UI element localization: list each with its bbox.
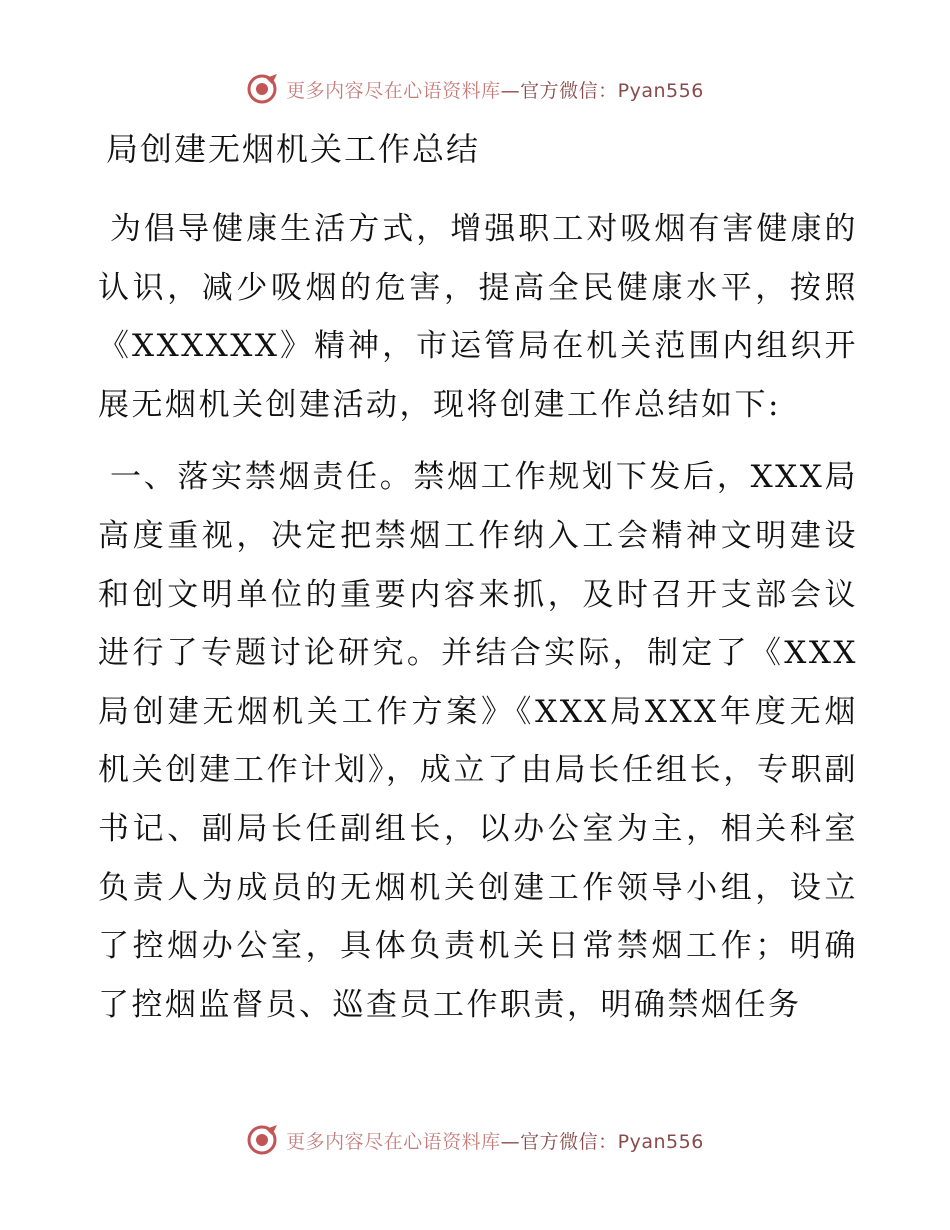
header-watermark [0, 72, 950, 106]
ribbon-seal-icon [246, 72, 280, 106]
document-body [98, 200, 858, 1048]
ribbon-seal-icon [246, 1123, 280, 1157]
document-title: 局创建无烟机关工作总结 [106, 130, 481, 168]
watermark-text: 更多内容尽在心语资料库—官方微信：Pyan556 [286, 1130, 704, 1153]
watermark-text: 更多内容尽在心语资料库—官方微信：Pyan556 [286, 79, 704, 102]
paragraph-intro: 为倡导健康生活方式，增强职工对吸烟有害健康的认识，减少吸烟的危害，提高全民健康水平，按照《XXXXXX》精神，市运管局在机关范围内组织开展无烟机关创建活动，现将创建工作总结如下: [98, 211, 858, 423]
paragraph-section-1: 一、落实禁烟责任。禁烟工作规划下发后，XXX局高度重视，决定把禁烟工作纳入工会精神文明建设和创文明单位的重要内容来抓，及时召开支部会议进行了专题讨论研究。并结合实际，制定了《XXX局创建无烟机关工作方案》《XXX局XXX年度无烟机关创建工作计划》，成立了由局长任组长，专职副书记、副局长任副组长，以办公室为主，相关科室负责人为成员的无烟机关创建工作领导小组，设立了控烟办公室，具体负责机关日常禁烟工作；明确了控烟监督员、巡查员工作职责，明确禁烟任务 [98, 459, 858, 1023]
footer-watermark [0, 1123, 950, 1157]
